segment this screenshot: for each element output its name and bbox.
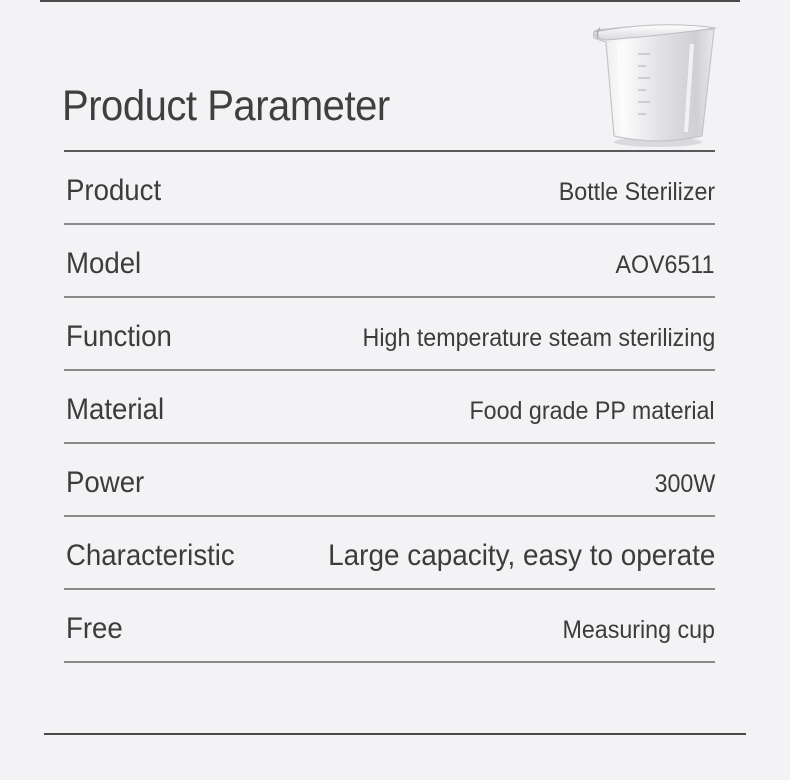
parameter-row-power [64, 444, 715, 517]
parameter-row-characteristic [64, 517, 715, 590]
parameter-row-free [64, 590, 715, 663]
parameter-row-function [64, 298, 715, 371]
parameter-label: Power [66, 466, 145, 499]
parameter-label: Material [66, 393, 165, 426]
parameter-label: Model [66, 247, 142, 280]
top-divider [40, 0, 740, 2]
parameter-value: Measuring cup [562, 616, 715, 644]
parameter-label: Product [66, 174, 162, 207]
parameter-label: Free [66, 612, 123, 645]
parameter-row-material [64, 371, 715, 444]
parameter-value: Food grade PP material [469, 397, 715, 425]
page-title: Product Parameter [62, 82, 390, 130]
parameter-value: AOV6511 [615, 251, 715, 279]
parameter-value: 300W [654, 470, 715, 498]
parameter-value: Bottle Sterilizer [558, 178, 715, 206]
parameter-label: Function [66, 320, 172, 353]
parameter-table [64, 152, 715, 663]
measuring-cup-image [588, 18, 724, 148]
parameter-row-product [64, 152, 715, 225]
parameter-value: Large capacity, easy to operate [327, 539, 715, 572]
parameter-row-model [64, 225, 715, 298]
bottom-divider [44, 733, 746, 735]
parameter-value: High temperature steam sterilizing [362, 324, 715, 352]
parameter-label: Characteristic [66, 539, 235, 572]
